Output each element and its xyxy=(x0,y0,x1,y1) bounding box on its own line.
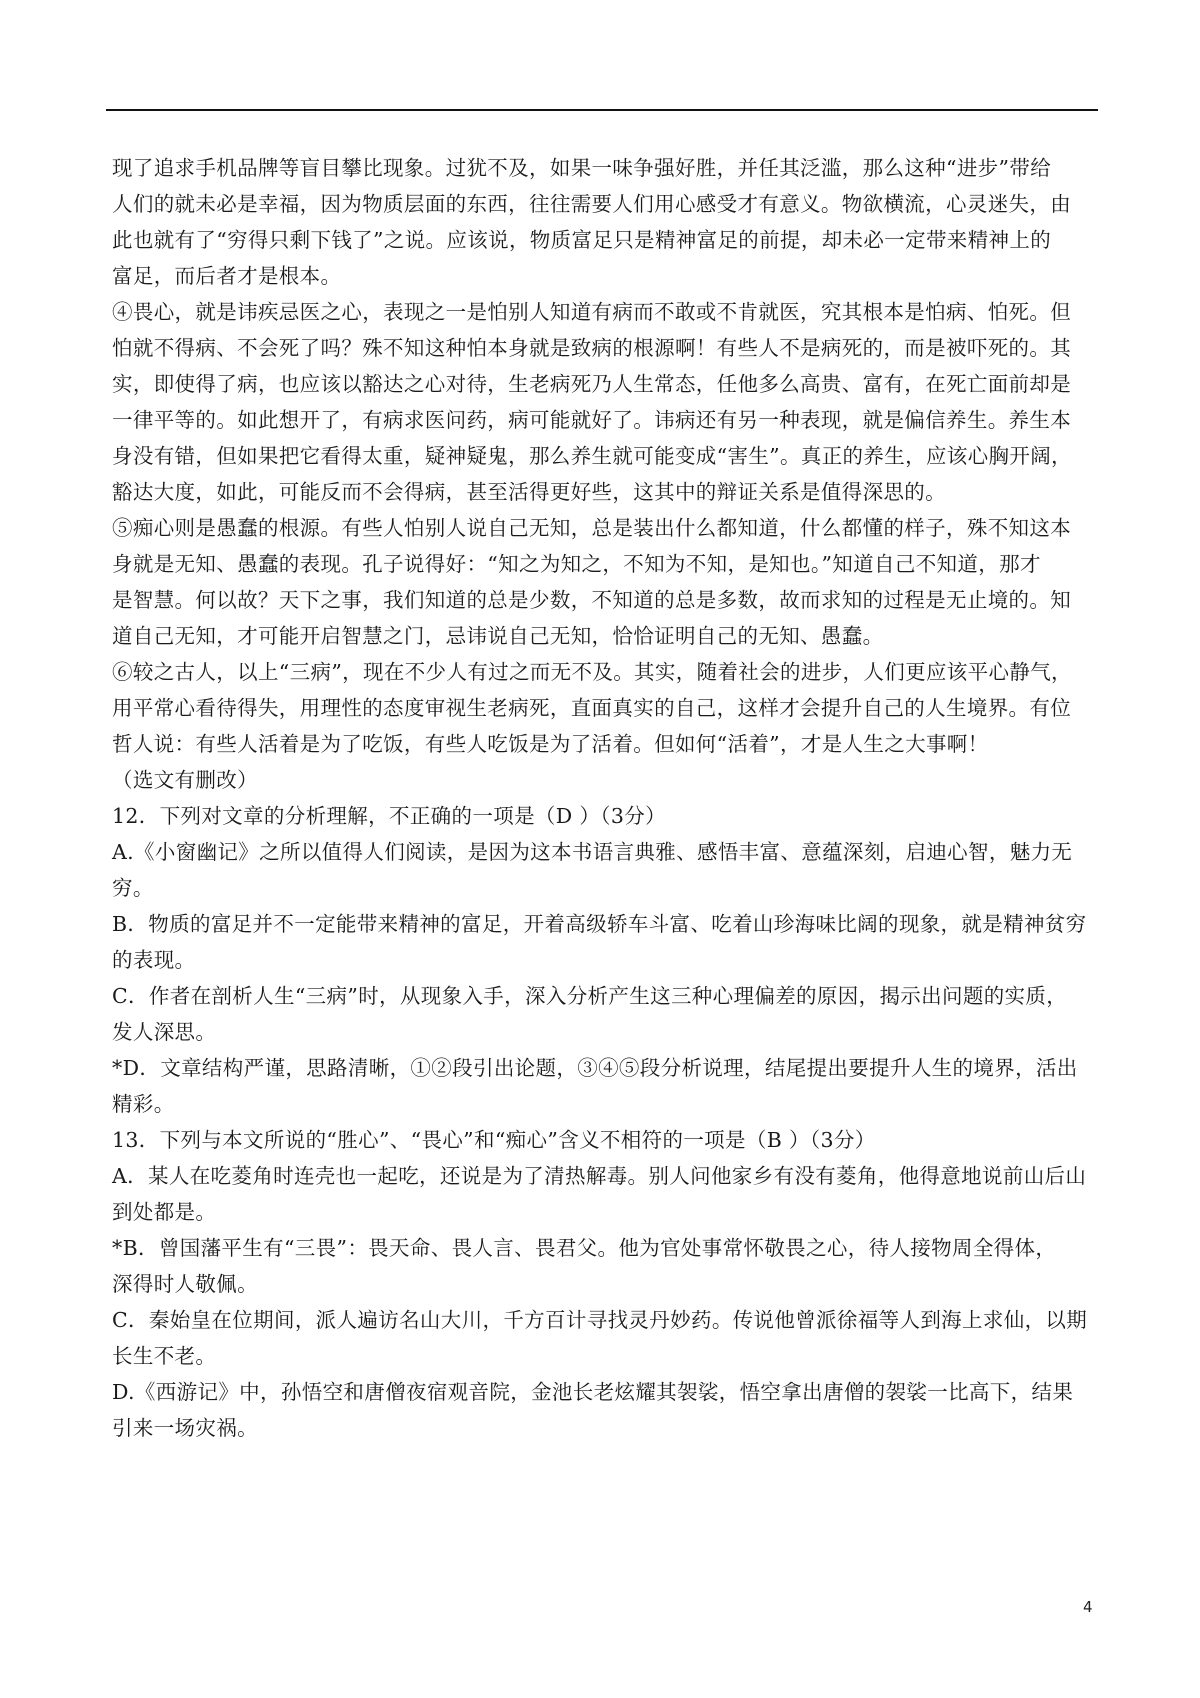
page-number: 4 xyxy=(1083,1598,1093,1616)
question-12-option-d: *D．文章结构严谨，思路清晰，①②段引出论题，③④⑤段分析说理，结尾提出要提升人生的境界，活出 xyxy=(112,1056,1078,1080)
question-13-option-c: C．秦始皇在位期间，派人遍访名山大川，千方百计寻找灵丹妙药。传说他曾派徐福等人到海上求仙，以期 xyxy=(112,1308,1088,1332)
text-line: 现了追求手机品牌等盲目攀比现象。过犹不及，如果一味争强好胜，并任其泛滥，那么这种“进步”带给 xyxy=(112,156,1052,180)
question-12-option-a: 穷。 xyxy=(112,876,154,900)
text-line: ④畏心，就是讳疾忌医之心，表现之一是怕别人知道有病而不敢或不肯就医，究其根本是怕病、怕死。但 xyxy=(112,300,1072,324)
question-13-option-a: A．某人在吃菱角时连壳也一起吃，还说是为了清热解毒。别人问他家乡有没有菱角，他得意地说前山后山 xyxy=(112,1164,1087,1188)
text-line: 身就是无知、愚蠢的表现。孔子说得好：“知之为知之，不知为不知，是知也。”知道自己不知道，那才 xyxy=(112,552,1041,576)
question-12-option-c: 发人深思。 xyxy=(112,1020,217,1044)
question-13-option-b: 深得时人敬佩。 xyxy=(112,1272,258,1296)
question-13: 13．下列与本文所说的“胜心”、“畏心”和“痴心”含义不相符的一项是（B ）（3分） xyxy=(112,1128,876,1152)
question-12-option-c: C．作者在剖析人生“三病”时，从现象入手，深入分析产生这三种心理偏差的原因，揭示出问题的实质， xyxy=(112,984,1068,1008)
question-12-option-b: 的表现。 xyxy=(112,948,196,972)
text-line: 用平常心看待得失，用理性的态度审视生老病死，直面真实的自己，这样才会提升自己的人生境界。有位 xyxy=(112,696,1072,720)
text-line: 豁达大度，如此，可能反而不会得病，甚至活得更好些，这其中的辩证关系是值得深思的。 xyxy=(112,480,946,504)
header-rule xyxy=(106,109,1098,111)
text-line: 身没有错，但如果把它看得太重，疑神疑鬼，那么养生就可能变成“害生”。真正的养生，应该心胸开阔， xyxy=(112,444,1072,468)
text-line: ⑤痴心则是愚蠢的根源。有些人怕别人说自己无知，总是装出什么都知道，什么都懂的样子，殊不知这本 xyxy=(112,516,1072,540)
text-line: 实，即使得了病，也应该以豁达之心对待，生老病死乃人生常态，任他多么高贵、富有，在死亡面前却是 xyxy=(112,372,1072,396)
text-line: 一律平等的。如此想开了，有病求医问药，病可能就好了。讳病还有另一种表现，就是偏信养生。养生本 xyxy=(112,408,1072,432)
question-12-option-a: A.《小窗幽记》之所以值得人们阅读，是因为这本书语言典雅、感悟丰富、意蕴深刻，启迪心智，魅力无 xyxy=(112,840,1073,864)
question-12-option-b: B．物质的富足并不一定能带来精神的富足，开着高级轿车斗富、吃着山珍海味比阔的现象，就是精神贫穷 xyxy=(112,912,1087,936)
source-note: （选文有删改） xyxy=(112,768,258,792)
text-line: ⑥较之古人，以上“三病”，现在不少人有过之而无不及。其实，随着社会的进步，人们更应该平心静气， xyxy=(112,660,1072,684)
text-line: 怕就不得病、不会死了吗？殊不知这种怕本身就是致病的根源啊！有些人不是病死的，而是被吓死的。其 xyxy=(112,336,1072,360)
text-line: 人们的就未必是幸福，因为物质层面的东西，往往需要人们用心感受才有意义。物欲横流，心灵迷失，由 xyxy=(112,192,1072,216)
question-13-option-b: *B．曾国藩平生有“三畏”：畏天命、畏人言、畏君父。他为官处事常怀敬畏之心，待人接物周全得体， xyxy=(112,1236,1057,1260)
question-13-option-d: 引来一场灾祸。 xyxy=(112,1416,258,1440)
document-body xyxy=(112,150,1096,1446)
text-line: 道自己无知，才可能开启智慧之门，忌讳说自己无知，恰恰证明自己的无知、愚蠢。 xyxy=(112,624,884,648)
text-line: 此也就有了“穷得只剩下钱了”之说。应该说，物质富足只是精神富足的前提，却未必一定带来精神上的 xyxy=(112,228,1052,252)
text-line: 哲人说：有些人活着是为了吃饭，有些人吃饭是为了活着。但如何“活着”，才是人生之大事啊！ xyxy=(112,732,989,756)
question-13-option-c: 长生不老。 xyxy=(112,1344,217,1368)
question-13-option-d: D.《西游记》中，孙悟空和唐僧夜宿观音院，金池长老炫耀其袈裟，悟空拿出唐僧的袈裟一比高下，结果 xyxy=(112,1380,1074,1404)
question-13-option-a: 到处都是。 xyxy=(112,1200,217,1224)
text-line: 是智慧。何以故？天下之事，我们知道的总是少数，不知道的总是多数，故而求知的过程是无止境的。知 xyxy=(112,588,1072,612)
question-12-option-d: 精彩。 xyxy=(112,1092,175,1116)
question-12: 12．下列对文章的分析理解，不正确的一项是（D ）（3分） xyxy=(112,804,666,828)
text-line: 富足，而后者才是根本。 xyxy=(112,264,342,288)
